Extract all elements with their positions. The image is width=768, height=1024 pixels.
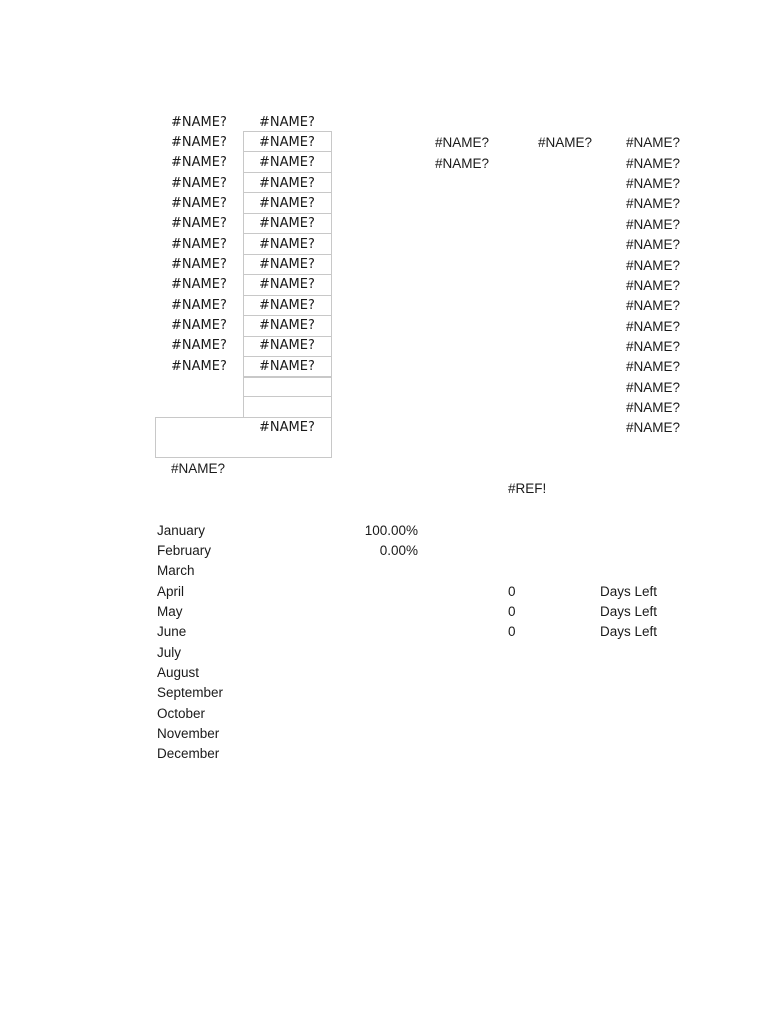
cell-a: #NAME? (171, 135, 227, 150)
cell-b: #NAME? (259, 155, 315, 170)
month-label: November (157, 726, 220, 741)
cell-right: #NAME? (626, 400, 681, 415)
cell-right: #NAME? (626, 359, 681, 374)
cell-b: #NAME? (259, 237, 315, 252)
cell-a-footer: #NAME? (171, 461, 226, 476)
cell-a: #NAME? (171, 257, 227, 272)
month-label: April (157, 584, 185, 599)
cell-border (243, 396, 332, 418)
cell-a: #NAME? (171, 359, 227, 374)
days-value: 0 (508, 624, 516, 639)
days-value: 0 (508, 604, 516, 619)
cell-a: #NAME? (171, 237, 227, 252)
percent-value: 100.00% (364, 523, 418, 538)
cell-b: #NAME? (259, 176, 315, 191)
cell-a: #NAME? (171, 176, 227, 191)
days-left-label: Days Left (600, 624, 658, 639)
cell-a: #NAME? (171, 318, 227, 333)
month-label: March (157, 563, 195, 578)
month-label: December (157, 746, 220, 761)
cell-b: #NAME? (259, 277, 315, 292)
cell-right: #NAME? (626, 217, 681, 232)
cell-a: #NAME? (171, 196, 227, 211)
cell-right: #NAME? (626, 380, 681, 395)
cell-mid: #NAME? (435, 156, 490, 171)
cell-b: #NAME? (259, 257, 315, 272)
cell-right: #NAME? (626, 237, 681, 252)
month-label: June (157, 624, 187, 639)
month-label: October (157, 706, 206, 721)
cell-a: #NAME? (171, 277, 227, 292)
cell-right: #NAME? (626, 319, 681, 334)
cell-border (243, 376, 332, 397)
cell-mid: #NAME? (435, 135, 490, 150)
cell-right: #NAME? (626, 420, 681, 435)
cell-right: #NAME? (626, 135, 681, 150)
month-label: September (157, 685, 224, 700)
cell-b: #NAME? (259, 318, 315, 333)
cell-right: #NAME? (626, 176, 681, 191)
cell-right: #NAME? (626, 258, 681, 273)
cell-right: #NAME? (626, 278, 681, 293)
month-label: January (157, 523, 206, 538)
cell-b-total: #NAME? (259, 420, 315, 435)
month-label: August (157, 665, 200, 680)
cell-a: #NAME? (171, 338, 227, 353)
percent-value: 0.00% (379, 543, 418, 558)
cell-right: #NAME? (626, 196, 681, 211)
month-label: July (157, 645, 182, 660)
days-value: 0 (508, 584, 516, 599)
cell-a: #NAME? (171, 298, 227, 313)
cell-right: #NAME? (626, 298, 681, 313)
days-left-label: Days Left (600, 604, 658, 619)
month-label: May (157, 604, 183, 619)
cell-a-header: #NAME? (171, 115, 227, 130)
cell-a: #NAME? (171, 216, 227, 231)
ref-error-cell: #REF! (508, 481, 547, 496)
cell-b-header: #NAME? (259, 115, 315, 130)
month-label: February (157, 543, 212, 558)
cell-b: #NAME? (259, 359, 315, 374)
cell-right: #NAME? (626, 339, 681, 354)
cell-b: #NAME? (259, 196, 315, 211)
days-left-label: Days Left (600, 584, 658, 599)
cell-mid: #NAME? (538, 135, 593, 150)
cell-b: #NAME? (259, 216, 315, 231)
cell-right: #NAME? (626, 156, 681, 171)
cell-b: #NAME? (259, 338, 315, 353)
cell-b: #NAME? (259, 135, 315, 150)
cell-a: #NAME? (171, 155, 227, 170)
cell-b: #NAME? (259, 298, 315, 313)
